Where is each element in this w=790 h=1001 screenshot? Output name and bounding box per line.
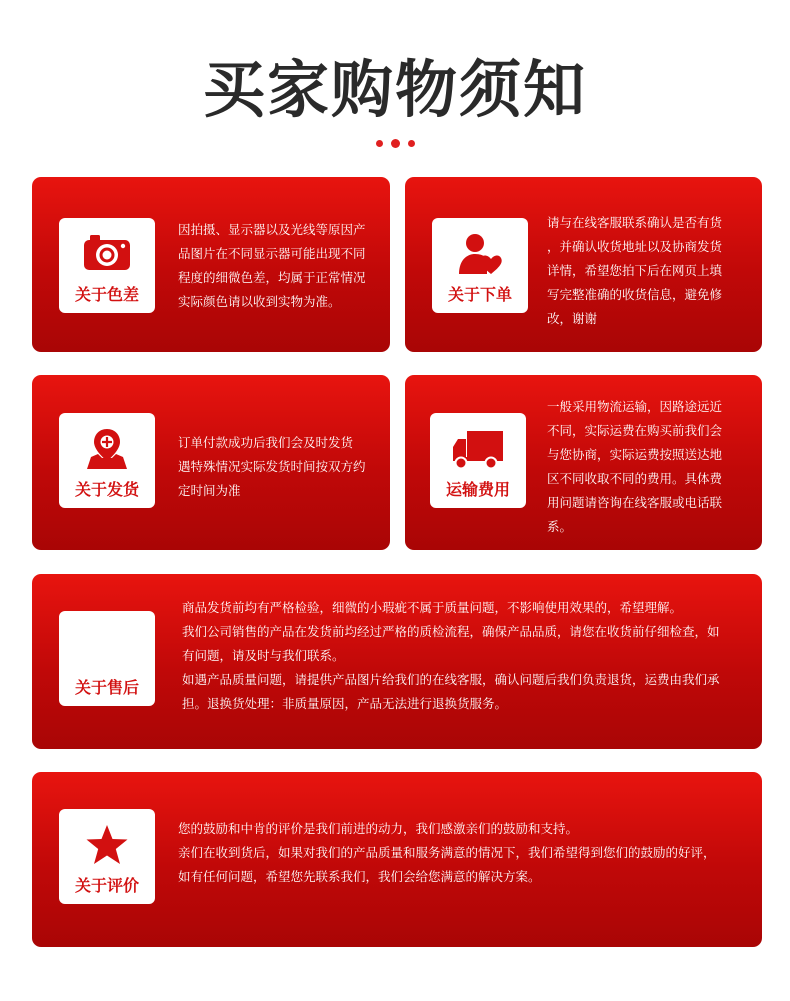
ordering-text: [547, 211, 747, 331]
truck-icon: [430, 427, 526, 471]
camera-icon: [59, 232, 155, 276]
page-title: 买家购物须知: [202, 53, 587, 126]
reviews-text: [178, 817, 748, 889]
ordering-card: [405, 177, 762, 352]
text-line: 品图片在不同显示器可能出现不同: [178, 246, 366, 261]
after-sales-text: [182, 596, 752, 716]
location-pin-icon: [59, 427, 155, 471]
text-line: 有问题，请及时与我们联系。: [182, 648, 345, 663]
text-line: 改，谢谢: [547, 311, 598, 326]
shipping-text: [178, 431, 383, 503]
divider-dot: [391, 139, 400, 148]
text-line: 不同，实际运费在购买前我们会: [547, 423, 723, 438]
user-heart-icon: [432, 232, 528, 276]
text-line: 一般采用物流运输，因路途远近: [547, 399, 723, 414]
text-line: 程度的细微色差，均属于正常情况: [178, 270, 366, 285]
color-difference-label: 关于色差: [74, 285, 139, 304]
text-line: 商品发货前均有严格检验，细微的小瑕疵不属于质量问题，不影响使用效果的，希望理解。: [182, 600, 683, 615]
text-line: 实际颜色请以收到实物为准。: [178, 294, 341, 309]
text-line: 请与在线客服联系确认是否有货: [547, 215, 723, 230]
text-line: 用问题请咨询在线客服或电话联: [547, 495, 723, 510]
text-line: 您的鼓励和中肯的评价是我们前进的动力，我们感激亲们的鼓励和支持。: [178, 821, 579, 836]
text-line: 区不同收取不同的费用。具体费: [547, 471, 723, 486]
ordering-label: 关于下单: [447, 285, 512, 304]
text-line: ，并确认收货地址以及协商发货: [547, 239, 723, 254]
text-line: 与您协商，实际运费按照送达地: [547, 447, 723, 462]
text-line: 订单付款成功后我们会及时发货: [178, 435, 354, 450]
shipping-label: 关于发货: [74, 480, 139, 499]
text-line: 担。退换货处理：非质量原因，产品无法进行退换货服务。: [182, 696, 508, 711]
shipping-cost-text: [547, 395, 752, 539]
color-difference-card: [32, 177, 390, 352]
shipping-badge: [59, 413, 155, 508]
shipping-cost-label: 运输费用: [445, 480, 510, 499]
reviews-card: [32, 772, 762, 947]
shipping-card: [32, 375, 390, 550]
divider-dot: [376, 140, 383, 147]
ordering-badge: [432, 218, 528, 313]
color-difference-badge: [59, 218, 155, 313]
text-line: 遇特殊情况实际发货时间按双方约: [178, 459, 366, 474]
text-line: 系。: [547, 519, 573, 534]
after-sales-label: 关于售后: [74, 678, 139, 697]
reviews-badge: [59, 809, 155, 904]
text-line: 亲们在收到货后，如果对我们的产品质量和服务满意的情况下，我们希望得到您们的鼓励的好评，: [178, 845, 716, 860]
after-sales-badge: [59, 611, 155, 706]
text-line: 定时间为准: [178, 483, 241, 498]
star-icon: [59, 823, 155, 867]
reviews-label: 关于评价: [74, 876, 139, 895]
color-difference-text: [178, 218, 378, 314]
text-line: 如有任何问题，希望您先联系我们，我们会给您满意的解决方案。: [178, 869, 541, 884]
divider-dot: [408, 140, 415, 147]
text-line: 如遇产品质量问题，请提供产品图片给我们的在线客服，确认问题后我们负责退货，运费由我们承: [182, 672, 720, 687]
shipping-cost-card: [405, 375, 762, 550]
shipping-cost-badge: [430, 413, 526, 508]
text-line: 写完整准确的收货信息，避免修: [547, 287, 723, 302]
text-line: 详情，希望您拍下后在网页上填: [547, 263, 723, 278]
after-sales-card: [32, 574, 762, 749]
title-divider-dots: [0, 133, 790, 143]
text-line: 因拍摄、显示器以及光线等原因产: [178, 222, 366, 237]
text-line: 我们公司销售的产品在发货前均经过严格的质检流程，确保产品品质，请您在收货前仔细检查，如: [182, 624, 720, 639]
